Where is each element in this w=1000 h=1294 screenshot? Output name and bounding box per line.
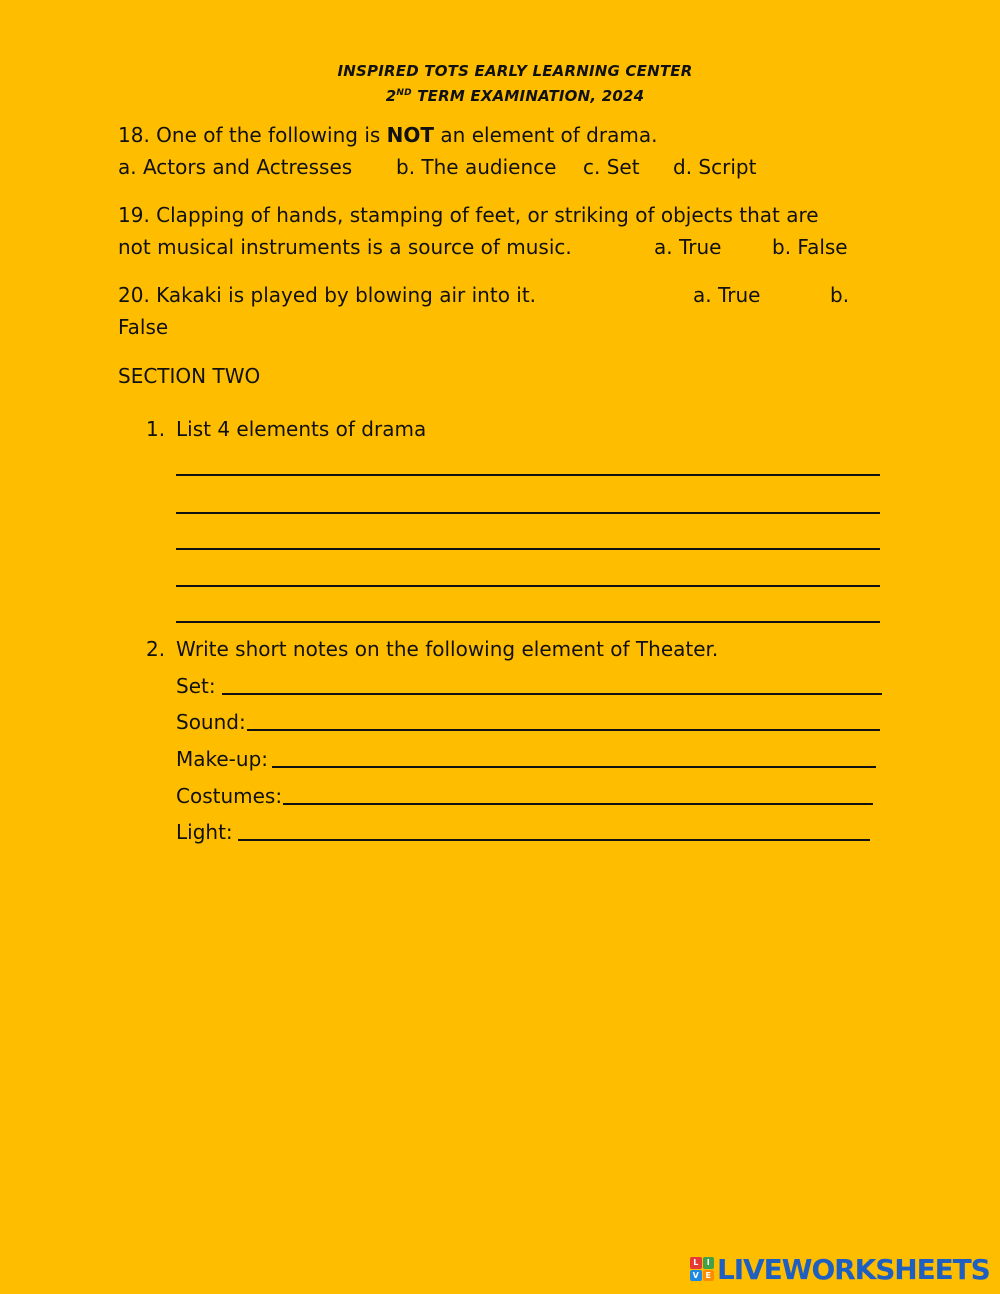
question-18-prefix: 18. One of the following is: [118, 123, 387, 147]
note-line-light[interactable]: [238, 839, 870, 841]
liveworksheets-logo-icon: [690, 1257, 714, 1281]
note-label-light: Light:: [176, 820, 233, 844]
question-20-option-b-letter[interactable]: b.: [830, 283, 850, 307]
logo-mark-letter: V: [690, 1270, 702, 1282]
note-label-make-up: Make-up:: [176, 747, 269, 771]
question-19-option-b[interactable]: b. False: [772, 235, 848, 259]
question-20-option-b-word[interactable]: False: [118, 315, 169, 339]
answer-line-2[interactable]: [176, 512, 880, 514]
question-18-option-a[interactable]: a. Actors and Actresses: [118, 155, 353, 179]
question-18-emphasis: NOT: [386, 123, 435, 147]
section-two-q1-number: 1.: [146, 417, 166, 441]
answer-line-5[interactable]: [176, 621, 880, 623]
section-two-q2-number: 2.: [146, 637, 166, 661]
logo-mark-letter: I: [703, 1257, 715, 1269]
note-line-set[interactable]: [222, 693, 882, 695]
answer-line-1[interactable]: [176, 474, 880, 476]
section-two-q1-text: List 4 elements of drama: [176, 417, 427, 441]
note-label-sound: Sound:: [176, 710, 246, 734]
exam-title-number: 2: [385, 87, 397, 105]
liveworksheets-logo-text: LIVEWORKSHEETS: [717, 1252, 990, 1286]
note-label-costumes: Costumes:: [176, 784, 283, 808]
exam-title-rest: TERM EXAMINATION, 2024: [411, 87, 645, 105]
question-19-line1: 19. Clapping of hands, stamping of feet, or striking of objects that are: [118, 203, 819, 227]
section-two-title: SECTION TWO: [118, 364, 261, 388]
question-18: [118, 123, 657, 147]
school-name: INSPIRED TOTS EARLY LEARNING CENTER: [337, 62, 693, 80]
question-18-option-b[interactable]: b. The audience: [396, 155, 557, 179]
note-label-set: Set:: [176, 674, 216, 698]
question-18-option-c[interactable]: c. Set: [583, 155, 640, 179]
exam-title: [0, 87, 1000, 105]
logo-mark-letter: L: [690, 1257, 702, 1269]
note-line-sound[interactable]: [247, 729, 880, 731]
question-19-line2: not musical instruments is a source of music.: [118, 235, 572, 259]
question-20-option-a[interactable]: a. True: [693, 283, 761, 307]
question-20: 20. Kakaki is played by blowing air into it.: [118, 283, 537, 307]
note-line-costumes[interactable]: [283, 803, 873, 805]
question-18-suffix: an element of drama.: [434, 123, 658, 147]
question-18-option-d[interactable]: d. Script: [673, 155, 757, 179]
exam-title-ordinal: ND: [396, 88, 412, 98]
logo-mark-letter: E: [703, 1270, 715, 1282]
section-two-q2-text: Write short notes on the following element of Theater.: [176, 637, 719, 661]
answer-line-4[interactable]: [176, 585, 880, 587]
note-line-make-up[interactable]: [272, 766, 876, 768]
liveworksheets-logo: [690, 1252, 990, 1286]
question-19-option-a[interactable]: a. True: [654, 235, 722, 259]
answer-line-3[interactable]: [176, 548, 880, 550]
